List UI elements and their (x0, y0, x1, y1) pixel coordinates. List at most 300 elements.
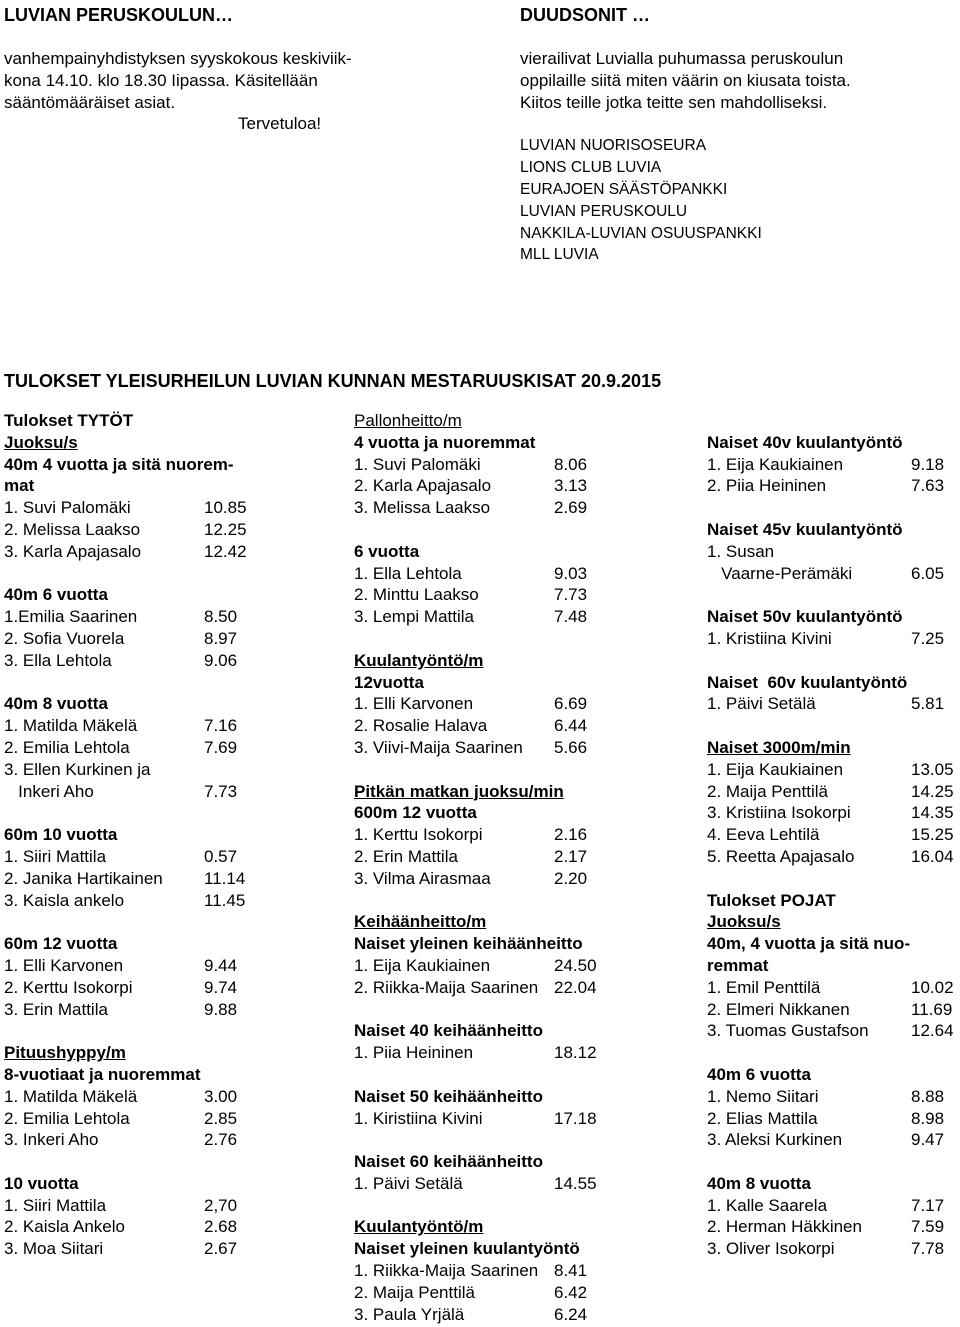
result-row (4, 781, 324, 803)
result-row (4, 977, 324, 999)
result-value: 2.17 (554, 846, 588, 866)
athlete-name: 2. Kaisla Ankelo (4, 1217, 125, 1237)
result-row (4, 606, 324, 628)
section-heading (354, 781, 674, 803)
result-row (4, 759, 324, 781)
result-value: 24.50 (554, 955, 597, 975)
athlete-name: 5. Reetta Apajasalo (707, 846, 855, 866)
result-row (4, 628, 324, 650)
result-row (4, 541, 324, 563)
section-heading (354, 802, 674, 824)
section-heading (354, 1086, 674, 1108)
section-heading (4, 454, 324, 476)
heading-text: 40m 6 vuotta (4, 585, 108, 605)
results-column-2 (354, 410, 674, 1325)
result-value: 10.02 (911, 977, 954, 997)
section-heading (354, 432, 674, 454)
heading-text: 40m 6 vuotta (707, 1064, 811, 1084)
athlete-name: 3. Oliver Isokorpi (707, 1239, 835, 1259)
section-heading (354, 1151, 674, 1173)
athlete-name: 3. Kristiina Isokorpi (707, 803, 851, 823)
athlete-name: 1.Emilia Saarinen (4, 607, 138, 627)
section-heading (4, 1173, 324, 1195)
notice-right-line: Kiitos teille jotka teitte sen mahdolliseksi. (520, 92, 828, 112)
athlete-name: 1. Eija Kaukiainen (707, 454, 844, 474)
result-row (707, 693, 957, 715)
result-value: 3.13 (554, 476, 588, 496)
results-title: TULOKSET YLEISURHEILUN LUVIAN KUNNAN MESTARUUSKISAT 20.9.2015 (4, 371, 662, 391)
notice-left (4, 4, 474, 135)
result-row (707, 846, 957, 868)
result-value: 10.85 (204, 498, 247, 518)
section-heading (354, 1238, 674, 1260)
spacer (707, 1042, 957, 1064)
heading-text: 60m 12 vuotta (4, 934, 118, 954)
result-row (354, 1282, 674, 1304)
athlete-name: 1. Elli Karvonen (354, 694, 474, 714)
athlete-name: 3. Aleksi Kurkinen (707, 1130, 843, 1150)
result-row (707, 1086, 957, 1108)
result-row (707, 1020, 957, 1042)
section-heading (707, 911, 957, 933)
result-row (354, 715, 674, 737)
result-value: 14.35 (911, 803, 954, 823)
result-row (354, 454, 674, 476)
result-value: 7.16 (204, 716, 238, 736)
result-value: 2.76 (204, 1130, 238, 1150)
result-value: 12.64 (911, 1021, 954, 1041)
athlete-name: 2. Janika Hartikainen (4, 868, 163, 888)
section-heading (707, 432, 957, 454)
athlete-name: 2. Kerttu Isokorpi (4, 977, 133, 997)
result-row (4, 737, 324, 759)
athlete-name: 2. Herman Häkkinen (707, 1217, 862, 1237)
result-row (707, 475, 957, 497)
heading-text: Naiset 60 keihäänheitto (354, 1152, 543, 1172)
spacer (4, 1020, 324, 1042)
section-heading (707, 519, 957, 541)
result-value: 15.25 (911, 825, 954, 845)
result-value: 7.73 (554, 585, 588, 605)
spacer (354, 628, 674, 650)
athlete-name: 2. Erin Mattila (354, 846, 458, 866)
heading-text: Naiset 50v kuulantyöntö (707, 607, 903, 627)
result-value: 2.20 (554, 868, 588, 888)
result-value: 13.05 (911, 759, 954, 779)
notice-left-line: sääntömääräiset asiat. (4, 92, 176, 112)
heading-text: Pituushyppy/m (4, 1043, 126, 1063)
result-value: 9.18 (911, 454, 945, 474)
athlete-name: 2. Maija Penttilä (707, 781, 828, 801)
section-heading (354, 933, 674, 955)
result-value: 2.67 (204, 1239, 238, 1259)
heading-text: Naiset 45v kuulantyöntö (707, 519, 903, 539)
spacer (354, 890, 674, 912)
athlete-name: 3. Moa Siitari (4, 1239, 104, 1259)
section-heading (707, 1173, 957, 1195)
result-value: 16.04 (911, 846, 954, 866)
section-heading (354, 911, 674, 933)
result-row (4, 715, 324, 737)
result-value: 0.57 (204, 846, 238, 866)
spacer (707, 650, 957, 672)
athlete-name: 2. Rosalie Halava (354, 716, 488, 736)
result-row (354, 606, 674, 628)
result-value: 2.69 (554, 498, 588, 518)
result-row (354, 475, 674, 497)
section-heading (354, 1020, 674, 1042)
section-heading (707, 606, 957, 628)
section-heading (4, 1064, 324, 1086)
athlete-name: Inkeri Aho (4, 781, 94, 801)
heading-text: 60m 10 vuotta (4, 825, 118, 845)
athlete-name: 2. Maija Penttilä (354, 1282, 475, 1302)
result-value: 17.18 (554, 1108, 597, 1128)
athlete-name: 2. Sofia Vuorela (4, 628, 125, 648)
heading-text: Kuulantyöntö/m (354, 1217, 484, 1237)
result-row (4, 1216, 324, 1238)
athlete-name: 1. Päivi Setälä (707, 694, 816, 714)
result-row (354, 737, 674, 759)
result-row (707, 824, 957, 846)
result-value: 2.16 (554, 825, 588, 845)
athlete-name: 4. Eeva Lehtilä (707, 825, 820, 845)
section-heading (354, 410, 674, 432)
result-row (354, 693, 674, 715)
result-value: 8.41 (554, 1261, 588, 1281)
spacer (4, 802, 324, 824)
sponsor-item: EURAJOEN SÄÄSTÖPANKKI (520, 180, 728, 198)
result-row (4, 890, 324, 912)
athlete-name: 2. Riikka-Maija Saarinen (354, 977, 539, 997)
result-row (354, 955, 674, 977)
result-value: 11.14 (204, 868, 246, 888)
result-value: 6.05 (911, 563, 945, 583)
athlete-name: 3. Vilma Airasmaa (354, 868, 491, 888)
section-heading (707, 955, 957, 977)
result-row (707, 1216, 957, 1238)
heading-text: 10 vuotta (4, 1173, 79, 1193)
heading-text: Kuulantyöntö/m (354, 650, 484, 670)
heading-text: Naiset 60v kuulantyöntö (707, 672, 908, 692)
athlete-name: 2. Melissa Laakso (4, 519, 141, 539)
section-heading (4, 1042, 324, 1064)
result-row (707, 454, 957, 476)
notice-right-line: oppilaille siitä miten väärin on kiusata toista. (520, 70, 851, 90)
sponsor-item: LUVIAN NUORISOSEURA (520, 137, 707, 155)
result-value: 11.45 (204, 890, 246, 910)
result-row (354, 1108, 674, 1130)
spacer (707, 410, 957, 432)
heading-text: 40m, 4 vuotta ja sitä nuo- (707, 934, 911, 954)
result-row (354, 497, 674, 519)
result-value: 14.25 (911, 781, 954, 801)
result-row (4, 1129, 324, 1151)
section-heading (354, 1216, 674, 1238)
spacer (707, 584, 957, 606)
result-value: 9.44 (204, 955, 238, 975)
result-row (707, 1129, 957, 1151)
athlete-name: 1. Susan (707, 541, 775, 561)
result-row (4, 1238, 324, 1260)
section-heading (707, 672, 957, 694)
result-value: 7.69 (204, 737, 238, 757)
result-value: 7.48 (554, 607, 588, 627)
athlete-name: 1. Kalle Saarela (707, 1195, 828, 1215)
section-heading (4, 824, 324, 846)
athlete-name: 1. Nemo Siitari (707, 1086, 819, 1106)
result-value: 8.88 (911, 1086, 945, 1106)
section-heading (354, 541, 674, 563)
result-row (4, 1086, 324, 1108)
section-heading (4, 933, 324, 955)
result-value: 7.78 (911, 1239, 945, 1259)
result-row (707, 759, 957, 781)
spacer (354, 759, 674, 781)
heading-text: Naiset 40 keihäänheitto (354, 1021, 543, 1041)
athlete-name: 1. Päivi Setälä (354, 1173, 463, 1193)
result-row (707, 541, 957, 563)
result-row (354, 1304, 674, 1326)
section-heading (354, 672, 674, 694)
heading-text: Pallonheitto/m (354, 411, 462, 430)
result-value: 18.12 (554, 1043, 597, 1063)
athlete-name: 1. Kristiina Kivini (707, 628, 832, 648)
spacer (707, 868, 957, 890)
result-row (354, 563, 674, 585)
heading-text: Juoksu/s (707, 912, 781, 932)
result-row (354, 1260, 674, 1282)
heading-text: Naiset yleinen kuulantyöntö (354, 1239, 580, 1259)
result-value: 12.25 (204, 519, 247, 539)
athlete-name: 1. Siiri Mattila (4, 846, 107, 866)
section-heading (4, 432, 324, 454)
result-row (354, 584, 674, 606)
heading-text: Naiset 3000m/min (707, 737, 851, 757)
heading-text: 40m 4 vuotta ja sitä nuorem- (4, 454, 234, 474)
result-value: 12.42 (204, 541, 247, 561)
athlete-name: 1. Ella Lehtola (354, 563, 462, 583)
result-row (4, 1195, 324, 1217)
result-row (4, 497, 324, 519)
result-value: 8.50 (204, 607, 238, 627)
athlete-name: 2. Piia Heininen (707, 476, 827, 496)
section-heading (4, 410, 324, 432)
heading-text: 40m 8 vuotta (4, 694, 108, 714)
result-row (707, 1195, 957, 1217)
athlete-name: 3. Kaisla ankelo (4, 890, 125, 910)
sponsor-item: LUVIAN PERUSKOULU (520, 202, 688, 220)
result-value: 8.98 (911, 1108, 945, 1128)
athlete-name: 1. Riikka-Maija Saarinen (354, 1261, 539, 1281)
spacer (4, 1151, 324, 1173)
spacer (354, 1064, 674, 1086)
result-value: 3.00 (204, 1086, 238, 1106)
result-value: 11.69 (911, 999, 953, 1019)
section-heading (4, 584, 324, 606)
athlete-name: 2. Minttu Laakso (354, 585, 479, 605)
heading-text: 8-vuotiaat ja nuoremmat (4, 1064, 201, 1084)
heading-text: Juoksu/s (4, 432, 78, 452)
result-row (354, 868, 674, 890)
results-column-1 (4, 410, 324, 1260)
heading-text: Keihäänheitto/m (354, 912, 487, 932)
spacer (354, 1129, 674, 1151)
result-row (354, 824, 674, 846)
athlete-name: 2. Elias Mattila (707, 1108, 818, 1128)
result-value: 5.66 (554, 737, 588, 757)
athlete-name: 1. Elli Karvonen (4, 955, 124, 975)
result-value: 6.69 (554, 694, 588, 714)
result-value: 9.74 (204, 977, 238, 997)
section-heading (707, 737, 957, 759)
notice-right (520, 4, 956, 266)
results-column-3 (707, 410, 957, 1260)
heading-text: Naiset yleinen keihäänheitto (354, 934, 583, 954)
section-heading (707, 933, 957, 955)
result-row (707, 999, 957, 1021)
athlete-name: 1. Eija Kaukiainen (354, 955, 491, 975)
section-heading (354, 650, 674, 672)
result-value: 2.68 (204, 1217, 238, 1237)
notice-left-line: vanhempainyhdistyksen syyskokous keskiviik- (4, 49, 352, 68)
result-value: 6.42 (554, 1282, 588, 1302)
athlete-name: 1. Matilda Mäkelä (4, 1086, 138, 1106)
athlete-name: 3. Ellen Kurkinen ja (4, 759, 151, 779)
result-row (707, 977, 957, 999)
result-row (707, 1238, 957, 1260)
athlete-name: 3. Lempi Mattila (354, 607, 474, 627)
athlete-name: 1. Eija Kaukiainen (707, 759, 844, 779)
result-value: 22.04 (554, 977, 597, 997)
athlete-name: 3. Paula Yrjälä (354, 1304, 465, 1324)
heading-text: Pitkän matkan juoksu/min (354, 781, 564, 801)
result-row (4, 999, 324, 1021)
heading-text: 12vuotta (354, 672, 424, 692)
athlete-name: 1. Kerttu Isokorpi (354, 825, 483, 845)
section-heading (4, 475, 324, 497)
heading-text: 4 vuotta ja nuoremmat (354, 432, 536, 452)
athlete-name: 1. Piia Heininen (354, 1043, 474, 1063)
result-row (354, 977, 674, 999)
result-value: 9.88 (204, 999, 238, 1019)
athlete-name: 3. Tuomas Gustafson (707, 1021, 869, 1041)
heading-text: Naiset 40v kuulantyöntö (707, 432, 903, 452)
heading-text: Tulokset TYTÖT (4, 411, 134, 430)
result-row (354, 846, 674, 868)
section-heading (707, 890, 957, 912)
result-value: 9.47 (911, 1130, 945, 1150)
result-value: 2.85 (204, 1108, 238, 1128)
result-row (4, 519, 324, 541)
result-value: 8.97 (204, 628, 238, 648)
result-row (354, 1042, 674, 1064)
spacer (354, 999, 674, 1021)
athlete-name: 1. Emil Penttilä (707, 977, 821, 997)
athlete-name: 3. Inkeri Aho (4, 1130, 99, 1150)
result-row (707, 802, 957, 824)
result-row (4, 846, 324, 868)
notice-right-title: DUUDSONIT … (520, 5, 650, 25)
notice-left-title: LUVIAN PERUSKOULUN… (4, 5, 234, 25)
result-row (707, 563, 957, 585)
athlete-name: 1. Suvi Palomäki (354, 454, 481, 474)
spacer (4, 563, 324, 585)
sponsor-item: LIONS CLUB LUVIA (520, 159, 662, 177)
athlete-name: 3. Viivi-Maija Saarinen (354, 737, 523, 757)
result-value: 9.03 (554, 563, 588, 583)
heading-text: Tulokset POJAT (707, 890, 836, 910)
result-value: 7.17 (911, 1195, 945, 1215)
athlete-name: 1. Kiristiina Kivini (354, 1108, 483, 1128)
notice-right-line: vierailivat Luvialla puhumassa peruskoulun (520, 49, 844, 68)
athlete-name: 2. Emilia Lehtola (4, 737, 130, 757)
heading-text: Naiset 50 keihäänheitto (354, 1086, 543, 1106)
result-value: 6.24 (554, 1304, 588, 1324)
section-heading (4, 693, 324, 715)
result-value: 14.55 (554, 1173, 597, 1193)
notice-left-welcome: Tervetuloa! (238, 114, 322, 134)
athlete-name: 1. Suvi Palomäki (4, 498, 131, 518)
athlete-name: 3. Karla Apajasalo (4, 541, 142, 561)
spacer (354, 519, 674, 541)
heading-text: mat (4, 476, 35, 496)
spacer (707, 715, 957, 737)
result-row (4, 1108, 324, 1130)
athlete-name: 3. Erin Mattila (4, 999, 108, 1019)
sponsor-item: NAKKILA-LUVIAN OSUUSPANKKI (520, 224, 762, 242)
spacer (707, 1151, 957, 1173)
spacer (707, 497, 957, 519)
athlete-name: 3. Ella Lehtola (4, 650, 112, 670)
result-value: 2,70 (204, 1195, 238, 1215)
athlete-name: 3. Melissa Laakso (354, 498, 491, 518)
result-row (4, 650, 324, 672)
heading-text: remmat (707, 955, 769, 975)
heading-text: 40m 8 vuotta (707, 1173, 811, 1193)
notice-left-line: kona 14.10. klo 18.30 Iipassa. Käsitellään (4, 70, 318, 90)
athlete-name: 2. Emilia Lehtola (4, 1108, 130, 1128)
result-row (707, 1108, 957, 1130)
result-value: 8.06 (554, 454, 588, 474)
result-value: 5.81 (911, 694, 945, 714)
sponsor-item: MLL LUVIA (520, 246, 599, 264)
spacer (4, 672, 324, 694)
spacer (4, 911, 324, 933)
result-row (354, 1173, 674, 1195)
athlete-name: 1. Siiri Mattila (4, 1195, 107, 1215)
heading-text: 600m 12 vuotta (354, 803, 477, 823)
result-value: 7.73 (204, 781, 238, 801)
result-value: 9.06 (204, 650, 238, 670)
result-row (4, 955, 324, 977)
athlete-name: 1. Matilda Mäkelä (4, 716, 138, 736)
result-row (4, 868, 324, 890)
section-heading (707, 1064, 957, 1086)
athlete-name: 2. Karla Apajasalo (354, 476, 492, 496)
result-value: 7.63 (911, 476, 945, 496)
result-value: 7.59 (911, 1217, 945, 1237)
athlete-name: 2. Elmeri Nikkanen (707, 999, 850, 1019)
sponsor-list (520, 135, 956, 266)
athlete-name: Vaarne-Perämäki (707, 563, 853, 583)
result-row (707, 628, 957, 650)
heading-text: 6 vuotta (354, 541, 420, 561)
result-row (707, 781, 957, 803)
result-value: 7.25 (911, 628, 945, 648)
spacer (354, 1195, 674, 1217)
result-value: 6.44 (554, 716, 588, 736)
